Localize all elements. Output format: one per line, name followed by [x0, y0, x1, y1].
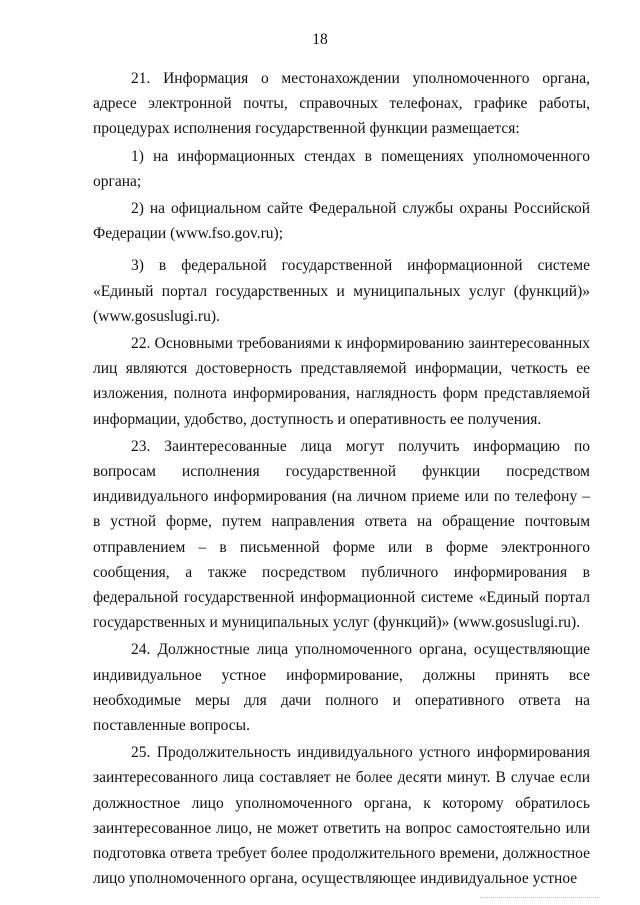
- paragraph-22: 22. Основными требованиями к информированию заинтересованных лиц являются достоверность представляемой информации, четкость ее изложения, полнота информирования, наглядность форм представляемой информации, удобство, доступность и оперативность ее получения.: [93, 335, 590, 428]
- paragraph-23: 23. Заинтересованные лица могут получить информацию по вопросам исполнения государственной функции посредством индивидуального информирования (на личном приеме или по телефону – в устной форме, путем направления ответа на обращение почтовым отправлением – в письменной форме или в форме электронного сообщения, а также посредством публичного информирования в федеральной государственной информационной системе «Единый портал государственных и муниципальных услуг (функций)» (www.gosuslugi.ru).: [93, 437, 590, 632]
- list-item-2: 2) на официальном сайте Федеральной службы охраны Российской Федерации (www.fso.gov.ru);: [93, 200, 590, 243]
- list-item-1: 1) на информационных стендах в помещениях уполномоченного органа;: [93, 147, 590, 190]
- document-body: [93, 66, 590, 892]
- paragraph-21: 21. Информация о местонахождении уполномоченного органа, адресе электронной почты, справочных телефонах, графике работы, процедурах исполнения государственной функции размещается:: [93, 70, 590, 138]
- paragraph-25: 25. Продолжительность индивидуального устного информирования заинтересованного лица составляет не более десяти минут. В случае если должностное лицо уполномоченного органа, к которому обратилось заинтересованное лицо, не может ответить на вопрос самостоятельно или подготовка ответа требует более продолжительного времени, должностное лицо уполномоченного органа, осуществляющее индивидуальное устное: [93, 744, 590, 888]
- paragraph-24: 24. Должностные лица уполномоченного органа, осуществляющие индивидуальное устное информирование, должны принять все необходимые меры для дачи полного и оперативного ответа на поставленные вопросы.: [93, 641, 590, 735]
- page-number: 18: [312, 31, 328, 48]
- scan-artifact: [480, 897, 600, 899]
- list-item-3: 3) в федеральной государственной информационной системе «Единый портал государственных и муниципальных услуг (функций)» (www.gosuslugi.ru).: [93, 257, 590, 325]
